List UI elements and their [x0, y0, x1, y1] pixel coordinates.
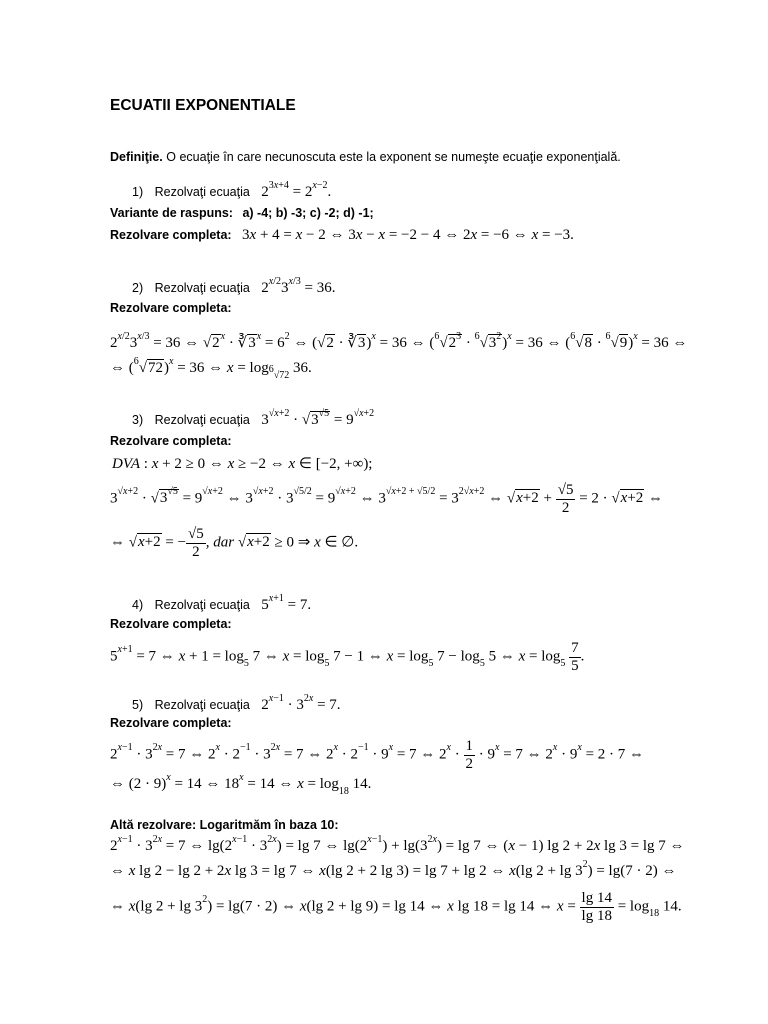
problem-4-prompt: Rezolvaţi ecuaţia	[154, 598, 250, 612]
variants-list: a) -4; b) -3; c) -2; d) -1;	[242, 206, 374, 220]
problem-3-dva: DVA : x + 2 ≥ 0 ⇔ x ≥ −2 ⇔ x ∈ [−2, +∞);	[112, 456, 373, 472]
problem-3-math-line-1: $3^{√x+2} \cdot √3^{√5} = 9^{√x+2}$ ⇔ $3^{√x+2} \cdot 3^{√5/2} = 9^{√x+2}$ ⇔ $3^{√x+2 + √5/2} = 3^{2√x+2}$ ⇔ √x+2 + $\frac{√5}{2}$ = 2 · √x+2 ⇔	[110, 482, 664, 516]
problem-4-math: $5^{x+1} = 7$ ⇔ $x + 1 = \log_5 7$ ⇔ $x = \log_5 7 - 1$ ⇔ $x = \log_5 7 - \log_5 5$ ⇔ $x = \log_5$ $\frac{7}{5}$ .	[110, 640, 585, 674]
definition-text: O ecuaţie în care necunoscuta este la exponent se numeşte ecuaţie exponenţială.	[166, 150, 621, 164]
alt-math-line-3: ⇔ x(lg $2 + \lg 3^2) = \lg(7 \cdot 2)$ ⇔ x(lg 2 + lg 9) = lg 14 ⇔ x lg 18 = lg 14 ⇔ x = $\frac{\lg 14}{\lg 18}$ = $\log_{18} 14$.	[110, 890, 682, 924]
alt-math-line-1: $2^{x-1} \cdot 3^{2x} = 7$ ⇔ $\lg(2^{x-1} \cdot 3^{2x}) = \lg 7$ ⇔ $\lg(2^{x-1}) + \lg(3^{2x}) = \lg 7$ ⇔ (x − 1) lg 2 + 2x lg 3 = lg 7 ⇔	[110, 834, 685, 854]
problem-2-prompt: Rezolvaţi ecuaţia	[154, 281, 250, 295]
problem-3-prompt: Rezolvaţi ecuaţia	[154, 413, 250, 427]
problem-3-heading	[132, 408, 375, 429]
problem-2-equation: $2^{x/2}3^{x/3} = 36$.	[261, 276, 336, 296]
problem-4-solution-label: Rezolvare completa:	[110, 617, 232, 631]
problem-1-solution	[110, 226, 574, 244]
problem-5-math-line-2: ⇔ $(2 \cdot 9)^x = 14$ ⇔ $18^x = 14$ ⇔ $x = \log_{18} 14$.	[110, 772, 372, 797]
definition-label: Definiţie.	[110, 150, 163, 164]
definition	[110, 150, 621, 164]
problem-2-math-line-2: ⇔ $(^6√72)^x = 36$ ⇔ $x = \log_{^6√72} 36$.	[110, 356, 312, 381]
problem-5-math-line-1: $2^{x-1} \cdot 3^{2x} = 7$ ⇔ $2^x \cdot 2^{-1} \cdot 3^{2x} = 7$ ⇔ $2^x \cdot 2^{-1} \cdot 9^x = 7$ ⇔ $2^x$ · $\frac{1}{2}$ · $9^x = 7$ ⇔ $2^x \cdot 9^x = 2 \cdot 7$ ⇔	[110, 738, 645, 772]
problem-1-number: 1)	[132, 185, 144, 199]
problem-1-equation: $2^{3x+4} = 2^{x-2}$.	[261, 180, 332, 200]
problem-2-number: 2)	[132, 281, 144, 295]
problem-5-prompt: Rezolvaţi ecuaţia	[154, 698, 250, 712]
problem-5-heading	[132, 693, 341, 714]
alternative-solution-label: Altă rezolvare: Logaritmăm în baza 10:	[110, 818, 339, 832]
solution-math: 3x + 4 = x − 2 ⇔ 3x − x = −2 − 4 ⇔ 2x = −6 ⇔ x = −3.	[242, 227, 574, 243]
problem-3-number: 3)	[132, 413, 144, 427]
problem-3-math-line-2: ⇔ √x+2 = − $\frac{√5}{2}$ , dar √x+2 ≥ 0 ⇒ x ∈ ∅.	[110, 526, 359, 560]
problem-2-heading	[132, 276, 336, 297]
problem-5-number: 5)	[132, 698, 144, 712]
page-title: ECUATII EXPONENTIALE	[110, 97, 296, 114]
problem-5-equation: $2^{x-1} \cdot 3^{2x} = 7$.	[261, 693, 341, 713]
problem-1-heading	[132, 180, 332, 201]
variants-label: Variante de raspuns:	[110, 206, 233, 220]
problem-5-solution-label: Rezolvare completa:	[110, 716, 232, 730]
problem-3-equation: $3^{√x+2} \cdot √3^{√5} = 9^{√x+2}$	[261, 408, 375, 428]
alt-math-line-2: ⇔ x lg 2 − lg 2 + 2x lg 3 = lg 7 ⇔ x(lg 2 + 2 lg 3) = lg 7 + lg 2 ⇔ x(lg $2 + \lg 3^2) = \lg(7 \cdot 2)$ ⇔	[110, 859, 677, 879]
problem-2-math-line-1: $2^{x/2}3^{x/3} = 36$ ⇔ $√2^x$ · $∛3^x = 6^2$ ⇔ (√2 · ∛3)$^x$ = 36 ⇔ $(^6√2^3 \cdot ^6√3^2)^x = 36$ ⇔ $(^6√8 \cdot ^6√9)^x = 36$ ⇔	[110, 331, 688, 351]
problem-2-solution-label: Rezolvare completa:	[110, 301, 232, 315]
problem-3-solution-label: Rezolvare completa:	[110, 434, 232, 448]
solution-label: Rezolvare completa:	[110, 228, 232, 242]
problem-4-heading	[132, 593, 312, 614]
problem-1-prompt: Rezolvaţi ecuaţia	[154, 185, 250, 199]
problem-4-equation: $5^{x+1} = 7$.	[261, 593, 312, 613]
problem-4-number: 4)	[132, 598, 144, 612]
problem-1-variants	[110, 206, 374, 220]
